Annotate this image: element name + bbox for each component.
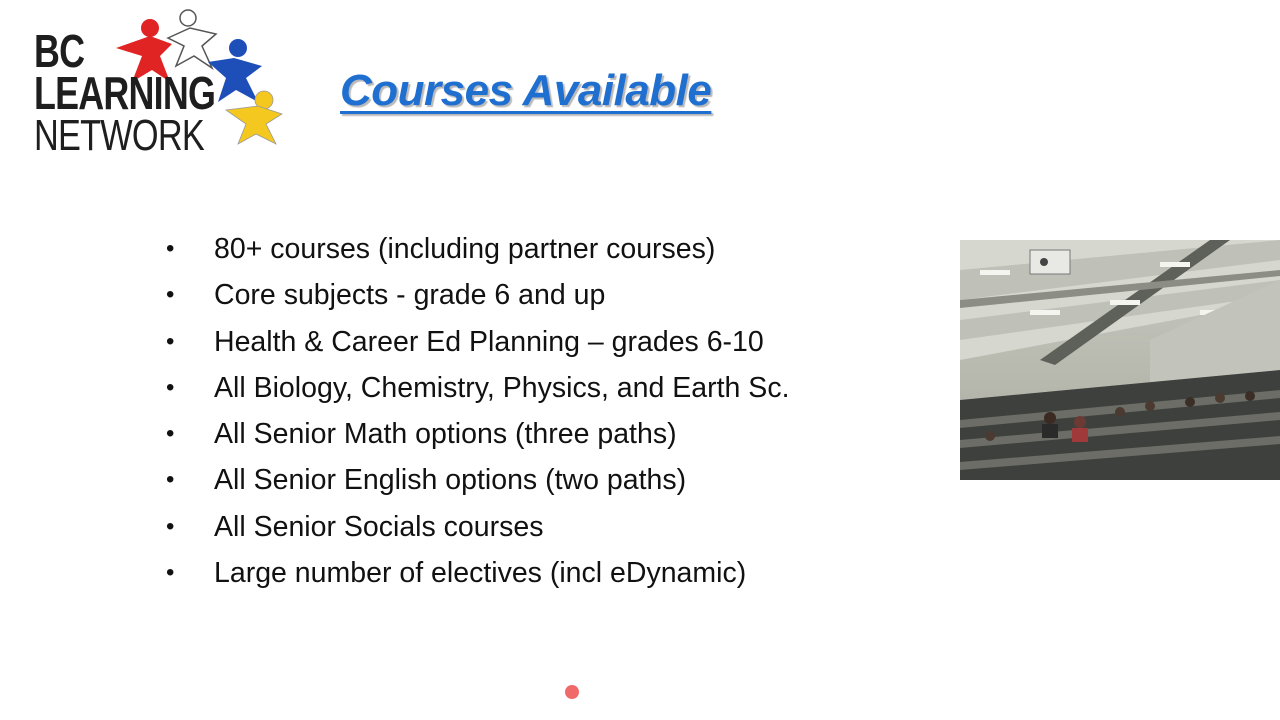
logo-line-1: BC <box>34 25 85 77</box>
bullet-dot-icon: • <box>166 281 175 309</box>
bullet-text: All Senior Math options (three paths) <box>214 418 677 451</box>
bullet-dot-icon: • <box>166 559 175 587</box>
logo-line-3: NETWORK <box>34 111 204 160</box>
bullet-item <box>160 365 789 411</box>
bullet-dot-icon: • <box>166 235 175 262</box>
bullet-item <box>160 319 789 365</box>
logo-line-2: LEARNING <box>34 67 216 119</box>
bullet-dot-icon: • <box>166 373 175 401</box>
lecture-hall-photo <box>960 240 1280 480</box>
bullet-text: Health & Career Ed Planning – grades 6-10 <box>214 325 764 358</box>
bullet-text: Core subjects - grade 6 and up <box>214 279 606 312</box>
slide-title: Courses Available <box>340 66 712 115</box>
bullet-item <box>160 226 789 272</box>
bullet-text: All Senior English options (two paths) <box>214 464 687 497</box>
bullet-item <box>160 272 789 318</box>
bullet-item <box>160 504 789 550</box>
bullet-dot-icon: • <box>166 327 175 355</box>
bullet-dot-icon: • <box>166 512 175 540</box>
logo-wordmark <box>34 25 266 160</box>
bullet-dot-icon: • <box>166 420 175 448</box>
bullet-dot-icon: • <box>166 466 175 494</box>
lecture-hall-image <box>960 240 1280 480</box>
bullet-item <box>160 411 789 457</box>
bullet-item <box>160 550 789 596</box>
bullet-text: All Senior Socials courses <box>214 510 544 543</box>
bullet-item <box>160 457 789 503</box>
laser-pointer-dot-icon <box>565 685 579 699</box>
bullet-text: 80+ courses (including partner courses) <box>214 233 716 265</box>
bullet-text: All Biology, Chemistry, Physics, and Earth Sc. <box>214 371 790 404</box>
bullet-text: Large number of electives (incl eDynamic) <box>214 557 747 590</box>
course-bullet-list <box>160 226 789 596</box>
bc-learning-network-logo <box>20 4 290 164</box>
